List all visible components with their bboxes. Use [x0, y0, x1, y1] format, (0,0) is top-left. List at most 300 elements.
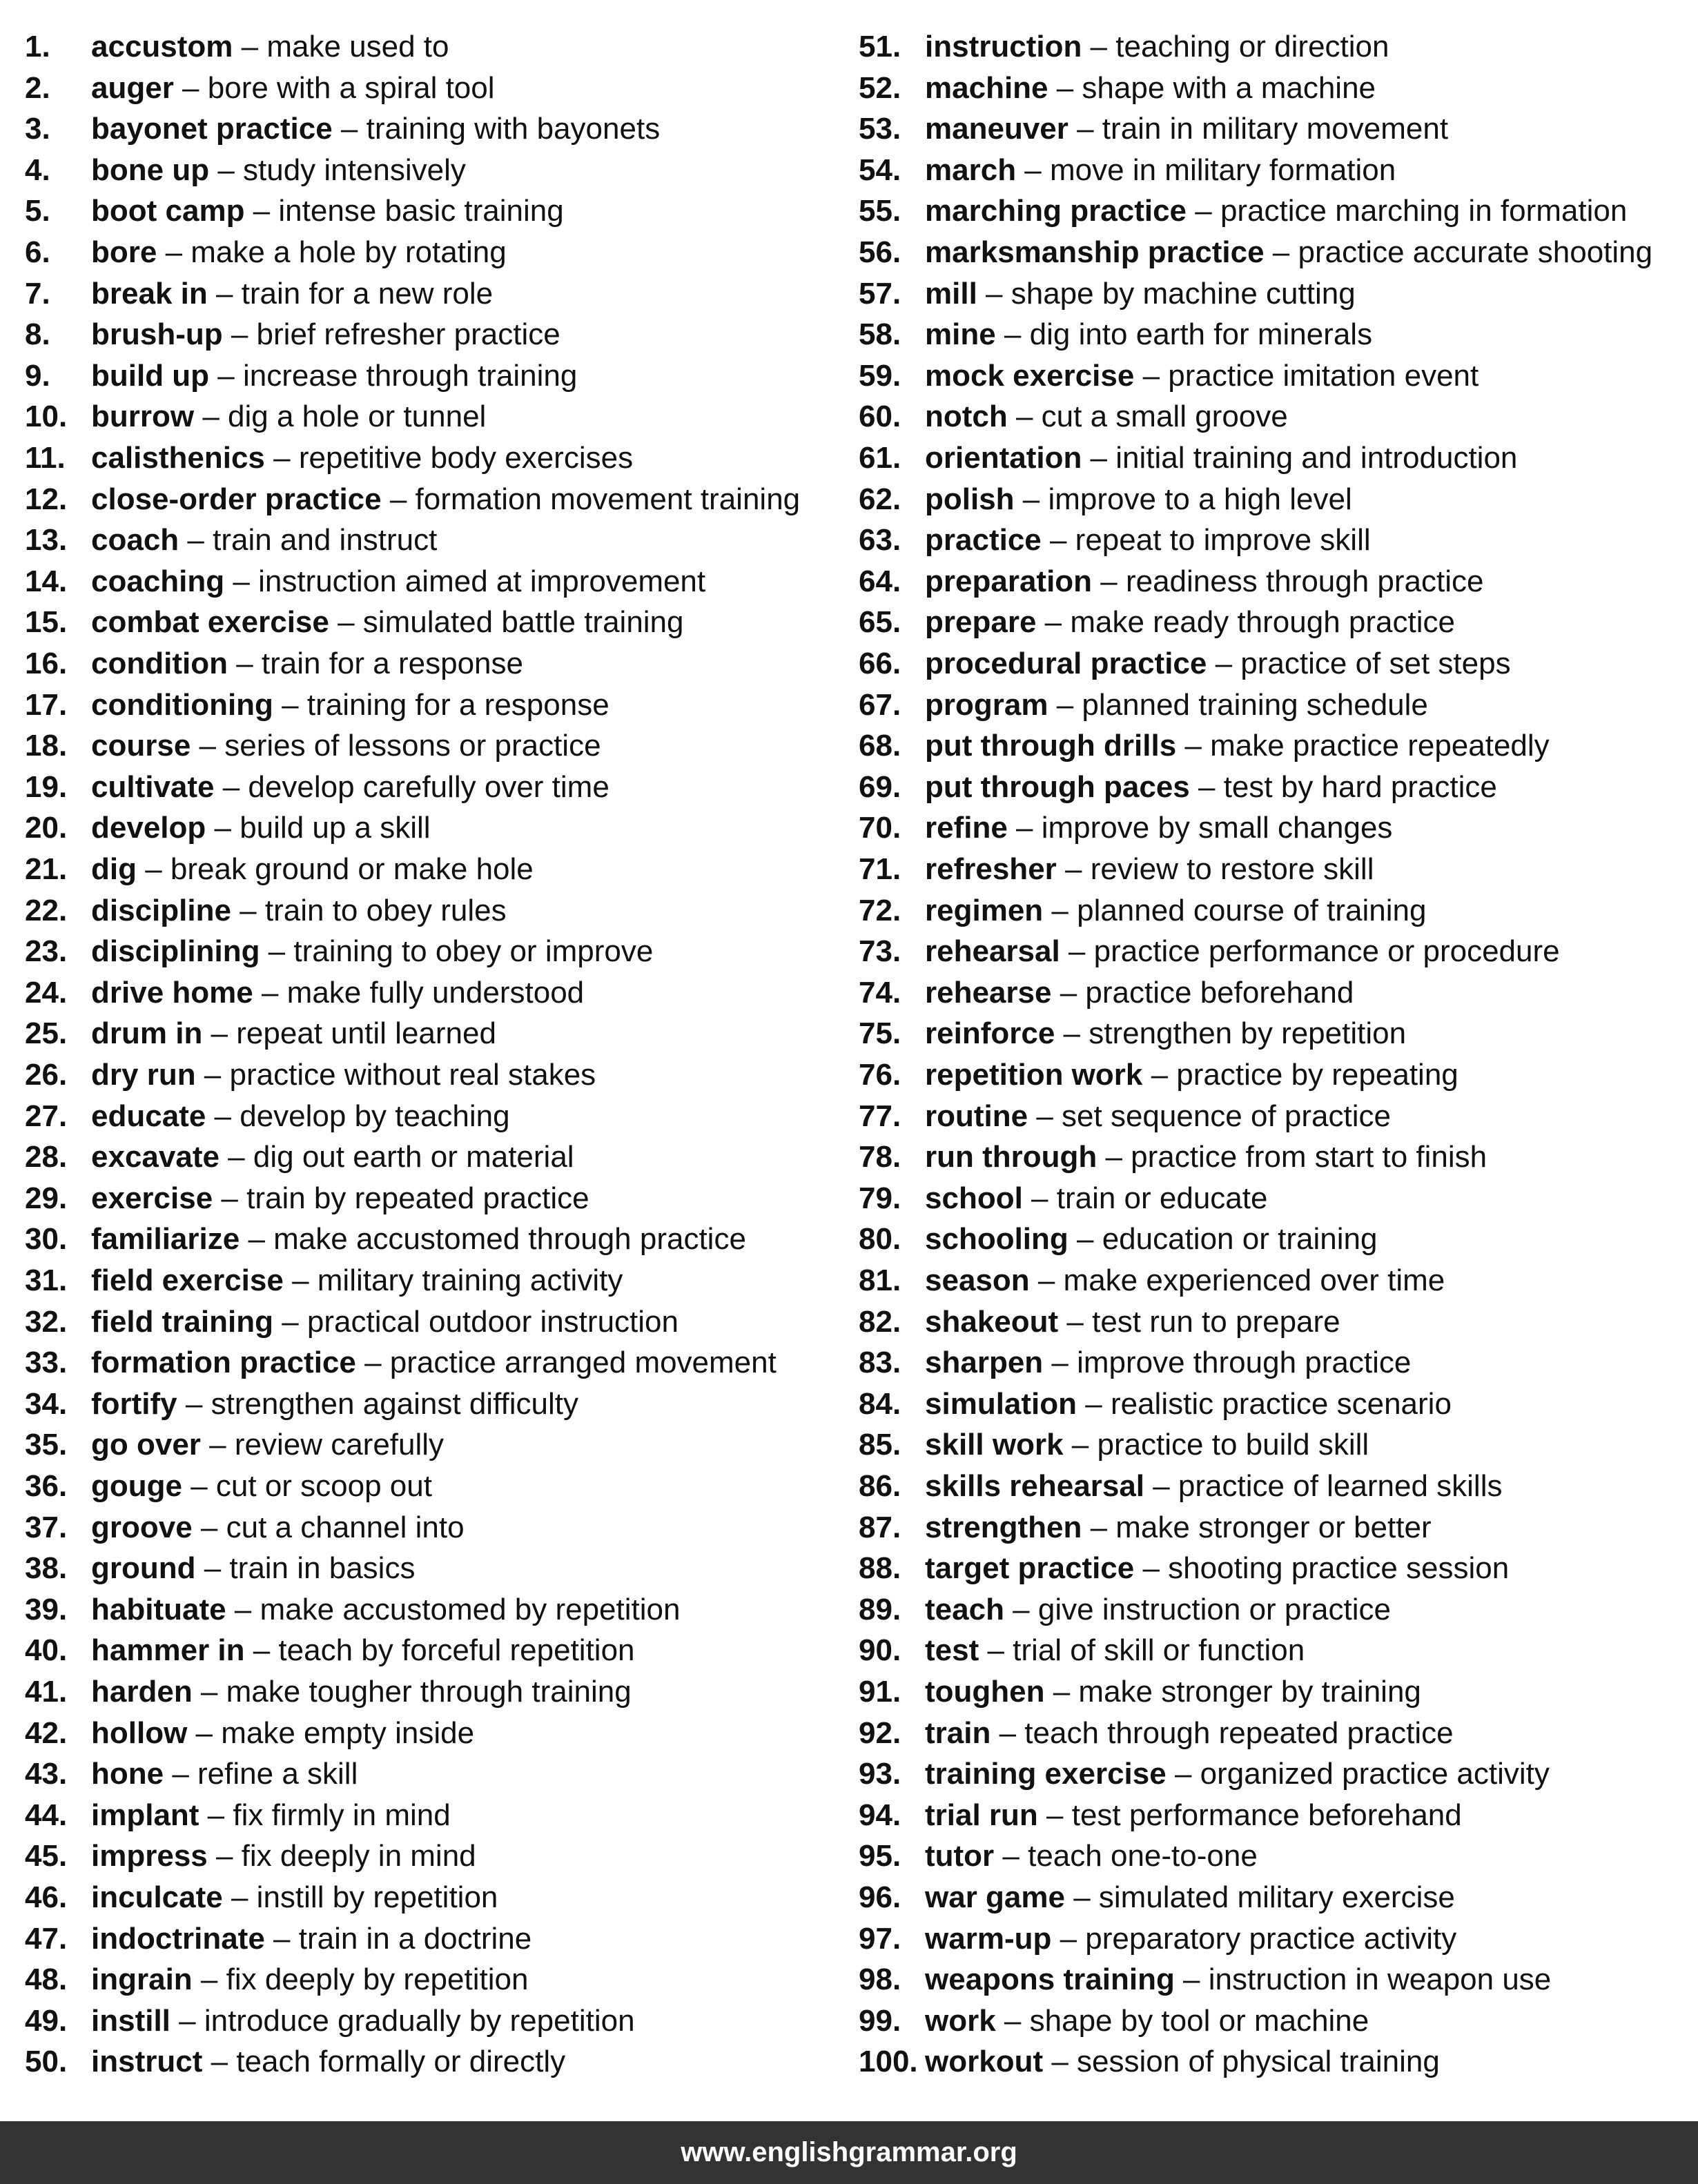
item-word: inculcate: [91, 1880, 223, 1914]
item-word: accustom: [91, 30, 233, 63]
list-item: [25, 26, 449, 68]
item-word: cultivate: [91, 769, 215, 804]
item-word: work: [925, 2003, 996, 2038]
item-definition: – train in military movement: [1068, 112, 1449, 146]
item-word: indoctrinate: [91, 1921, 265, 1956]
item-definition: – study intensively: [209, 153, 466, 187]
item-definition: – teach through repeated practice: [990, 1715, 1454, 1750]
item-number: 90.: [859, 1633, 901, 1668]
item-word: put through paces: [925, 769, 1190, 804]
item-number: 75.: [859, 1016, 901, 1051]
item-definition: – realistic practice scenario: [1077, 1386, 1452, 1421]
item-number: 80.: [859, 1222, 901, 1257]
item-word: hone: [91, 1757, 164, 1791]
item-word: exercise: [91, 1181, 213, 1215]
item-word: routine: [925, 1099, 1028, 1133]
item-definition: – practice of learned skills: [1144, 1469, 1503, 1503]
list-item: [859, 1301, 1340, 1343]
item-word: combat exercise: [91, 605, 329, 640]
item-definition: – set sequence of practice: [1028, 1099, 1391, 1133]
item-number: 74.: [859, 975, 901, 1010]
item-number: 88.: [859, 1551, 901, 1586]
item-word: refresher: [925, 852, 1057, 886]
item-word: preparation: [925, 564, 1093, 598]
item-definition: – practical outdoor instruction: [273, 1304, 679, 1339]
item-number: 38.: [25, 1551, 68, 1586]
item-definition: – practice to build skill: [1063, 1428, 1369, 1462]
item-number: 87.: [859, 1510, 901, 1544]
list-item: [25, 931, 653, 972]
item-definition: – simulated military exercise: [1064, 1880, 1455, 1914]
item-number: 43.: [25, 1757, 68, 1791]
list-item: [859, 479, 1352, 520]
item-definition: – strengthen against difficulty: [177, 1386, 578, 1421]
item-definition: – shape by tool or machine: [995, 2003, 1369, 2038]
item-definition: – teach one-to-one: [994, 1839, 1258, 1873]
item-definition: – simulated battle training: [329, 605, 684, 640]
item-word: put through drills: [925, 729, 1177, 763]
item-number: 60.: [859, 400, 901, 434]
item-definition: – instruction aimed at improvement: [224, 564, 706, 598]
item-word: warm-up: [925, 1921, 1052, 1956]
item-number: 34.: [25, 1386, 68, 1421]
item-word: toughen: [925, 1675, 1045, 1709]
item-word: procedural practice: [925, 647, 1207, 680]
item-word: ingrain: [91, 1962, 193, 1997]
list-item: [25, 1753, 358, 1795]
item-definition: – make fully understood: [253, 975, 585, 1010]
item-word: hollow: [91, 1715, 188, 1750]
list-item: [859, 725, 1550, 767]
list-item: [25, 1260, 623, 1301]
item-definition: – strengthen by repetition: [1055, 1016, 1407, 1051]
list-item: [859, 1918, 1456, 1960]
item-number: 57.: [859, 276, 901, 311]
item-word: trial run: [925, 1798, 1038, 1832]
list-item: [859, 520, 1371, 561]
item-number: 83.: [859, 1346, 901, 1380]
item-word: rehearsal: [925, 934, 1060, 969]
item-number: 9.: [25, 358, 50, 393]
item-definition: – formation movement training: [381, 482, 801, 516]
list-item: [859, 807, 1392, 849]
list-item: [25, 1096, 510, 1137]
item-definition: – practice arranged movement: [355, 1346, 777, 1380]
list-item: [859, 1054, 1458, 1096]
item-number: 17.: [25, 687, 68, 722]
item-word: hammer in: [91, 1633, 245, 1668]
item-definition: – train for a response: [227, 647, 523, 680]
list-item: [25, 1836, 476, 1877]
item-number: 70.: [859, 811, 901, 845]
item-definition: – training for a response: [273, 687, 609, 722]
item-number: 44.: [25, 1798, 68, 1832]
item-number: 81.: [859, 1263, 901, 1297]
item-word: machine: [925, 70, 1048, 105]
list-item: [859, 890, 1426, 932]
item-number: 26.: [25, 1058, 68, 1092]
item-number: 65.: [859, 605, 901, 640]
list-item: [859, 108, 1448, 150]
list-item: [859, 1219, 1377, 1260]
item-number: 86.: [859, 1469, 901, 1503]
item-number: 25.: [25, 1016, 68, 1051]
item-definition: – repeat to improve skill: [1041, 523, 1371, 558]
item-word: marksmanship practice: [925, 235, 1265, 269]
item-definition: – intense basic training: [244, 194, 564, 228]
item-number: 68.: [859, 729, 901, 763]
item-definition: – test by hard practice: [1189, 769, 1497, 804]
item-number: 47.: [25, 1921, 68, 1956]
footer-url[interactable]: www.englishgrammar.org: [681, 2137, 1017, 2167]
item-number: 41.: [25, 1675, 68, 1709]
item-definition: – cut a small groove: [1007, 400, 1288, 434]
item-number: 32.: [25, 1304, 68, 1339]
item-number: 2.: [25, 70, 50, 105]
item-number: 18.: [25, 729, 68, 763]
item-word: marching practice: [925, 194, 1187, 228]
list-item: [859, 1342, 1411, 1384]
list-item: [25, 314, 560, 355]
list-item: [859, 1096, 1391, 1137]
item-number: 66.: [859, 647, 901, 680]
item-definition: – make used to: [233, 30, 449, 63]
item-definition: – repetitive body exercises: [264, 441, 634, 475]
item-definition: – readiness through practice: [1092, 564, 1484, 598]
item-number: 71.: [859, 852, 901, 886]
item-number: 35.: [25, 1428, 68, 1462]
item-number: 42.: [25, 1715, 68, 1750]
item-word: field training: [91, 1304, 273, 1339]
list-item: [859, 1507, 1432, 1548]
item-definition: – make stronger or better: [1082, 1510, 1432, 1544]
list-item: [25, 150, 466, 191]
list-item: [859, 849, 1374, 890]
item-word: fortify: [91, 1386, 177, 1421]
item-word: bayonet practice: [91, 112, 333, 146]
item-word: break in: [91, 276, 208, 311]
item-definition: – dig a hole or tunnel: [194, 400, 487, 434]
item-word: tutor: [925, 1839, 995, 1873]
item-word: repetition work: [925, 1058, 1143, 1092]
item-number: 91.: [859, 1675, 901, 1709]
item-word: mine: [925, 317, 996, 352]
item-definition: – make experienced over time: [1029, 1263, 1445, 1297]
list-item: [25, 355, 577, 397]
item-number: 72.: [859, 893, 901, 927]
list-item: [25, 479, 800, 520]
item-number: 48.: [25, 1962, 68, 1997]
item-number: 33.: [25, 1346, 68, 1380]
list-item: [25, 685, 609, 726]
item-definition: – shooting practice session: [1134, 1551, 1510, 1586]
item-definition: – review carefully: [200, 1428, 445, 1462]
item-definition: – practice by repeating: [1142, 1058, 1458, 1092]
list-item: [25, 1013, 496, 1054]
list-item: [859, 1013, 1406, 1054]
item-definition: – fix firmly in mind: [199, 1798, 451, 1832]
item-word: gouge: [91, 1469, 182, 1503]
item-word: burrow: [91, 400, 195, 434]
item-word: coaching: [91, 564, 225, 598]
item-number: 58.: [859, 317, 901, 352]
item-definition: – practice of set steps: [1207, 647, 1511, 680]
item-number: 59.: [859, 358, 901, 393]
item-word: regimen: [925, 893, 1044, 927]
item-word: season: [925, 1263, 1030, 1297]
item-definition: – develop carefully over time: [214, 769, 609, 804]
item-definition: – instruction in weapon use: [1174, 1962, 1552, 1997]
item-word: refine: [925, 811, 1008, 845]
item-number: 37.: [25, 1510, 68, 1544]
item-number: 82.: [859, 1304, 901, 1339]
item-word: training exercise: [925, 1757, 1167, 1791]
item-definition: – practice beforehand: [1051, 975, 1354, 1010]
item-word: excavate: [91, 1140, 219, 1174]
list-item: [25, 1671, 632, 1713]
item-number: 6.: [25, 235, 50, 269]
item-word: workout: [925, 2045, 1044, 2079]
item-word: conditioning: [91, 687, 273, 722]
list-item: [25, 807, 431, 849]
item-number: 64.: [859, 564, 901, 598]
item-definition: – make tougher through training: [192, 1675, 632, 1709]
item-word: bore: [91, 235, 157, 269]
item-word: skill work: [925, 1428, 1064, 1462]
list-item: [25, 2041, 565, 2083]
item-word: teach: [925, 1592, 1004, 1626]
item-word: dig: [91, 852, 137, 886]
list-item: [25, 725, 601, 767]
item-number: 15.: [25, 605, 68, 640]
item-number: 39.: [25, 1592, 68, 1626]
item-number: 84.: [859, 1386, 901, 1421]
item-number: 69.: [859, 769, 901, 804]
item-definition: – make empty inside: [187, 1715, 475, 1750]
list-item: [25, 1589, 680, 1631]
item-definition: – improve through practice: [1043, 1346, 1412, 1380]
item-definition: – train and instruct: [179, 523, 438, 558]
item-number: 50.: [25, 2045, 68, 2079]
item-number: 85.: [859, 1428, 901, 1462]
item-definition: – train or educate: [1022, 1181, 1268, 1215]
item-number: 3.: [25, 112, 50, 146]
list-item: [859, 273, 1356, 315]
item-word: practice: [925, 523, 1042, 558]
item-definition: – cut a channel into: [192, 1510, 465, 1544]
item-number: 67.: [859, 687, 901, 722]
item-number: 49.: [25, 2003, 68, 2038]
footer-bar: [0, 2121, 1698, 2184]
list-item: [25, 1384, 578, 1425]
item-number: 98.: [859, 1962, 901, 1997]
item-word: skills rehearsal: [925, 1469, 1145, 1503]
list-item: [859, 643, 1511, 685]
item-word: mill: [925, 276, 977, 311]
item-definition: – military training activity: [283, 1263, 623, 1297]
item-definition: – practice from start to finish: [1097, 1140, 1487, 1174]
list-item: [25, 1507, 465, 1548]
item-number: 76.: [859, 1058, 901, 1092]
item-word: course: [91, 729, 191, 763]
list-item: [859, 1836, 1258, 1877]
item-definition: – trial of skill or function: [979, 1633, 1305, 1668]
item-number: 19.: [25, 769, 68, 804]
list-item: [25, 68, 495, 109]
item-number: 27.: [25, 1099, 68, 1133]
item-word: ground: [91, 1551, 196, 1586]
item-definition: – build up a skill: [206, 811, 431, 845]
list-item: [25, 767, 609, 808]
item-definition: – brief refresher practice: [222, 317, 560, 352]
list-item: [859, 561, 1484, 602]
item-number: 22.: [25, 893, 68, 927]
item-word: disciplining: [91, 934, 260, 969]
item-word: drum in: [91, 1016, 203, 1051]
item-definition: – preparatory practice activity: [1051, 1921, 1457, 1956]
item-number: 73.: [859, 934, 901, 969]
item-word: coach: [91, 523, 179, 558]
item-word: program: [925, 687, 1048, 722]
item-definition: – session of physical training: [1043, 2045, 1440, 2079]
item-number: 56.: [859, 235, 901, 269]
item-definition: – practice performance or procedure: [1060, 934, 1560, 969]
item-word: train: [925, 1715, 991, 1750]
item-number: 55.: [859, 194, 901, 228]
list-item: [859, 1424, 1369, 1466]
list-item: [859, 1178, 1267, 1219]
list-item: [25, 1301, 679, 1343]
item-definition: – organized practice activity: [1166, 1757, 1550, 1791]
item-word: orientation: [925, 441, 1082, 475]
item-word: notch: [925, 400, 1008, 434]
item-word: familiarize: [91, 1222, 240, 1257]
item-number: 51.: [859, 30, 901, 63]
item-number: 62.: [859, 482, 901, 516]
item-definition: – refine a skill: [164, 1757, 358, 1791]
item-definition: – instill by repetition: [222, 1880, 498, 1914]
item-word: schooling: [925, 1222, 1068, 1257]
item-word: condition: [91, 647, 228, 680]
item-definition: – fix deeply by repetition: [192, 1962, 529, 1997]
item-word: develop: [91, 811, 206, 845]
list-item: [859, 1137, 1487, 1178]
item-definition: – planned course of training: [1043, 893, 1427, 927]
item-word: harden: [91, 1675, 193, 1709]
list-item: [25, 1054, 596, 1096]
item-definition: – make practice repeatedly: [1176, 729, 1550, 763]
item-word: groove: [91, 1510, 193, 1544]
item-definition: – make accustomed through practice: [240, 1222, 746, 1257]
list-item: [25, 520, 437, 561]
list-item: [859, 1630, 1305, 1671]
list-item: [859, 1713, 1454, 1754]
item-word: discipline: [91, 893, 231, 927]
list-item: [859, 1671, 1421, 1713]
list-item: [859, 1795, 1462, 1836]
item-word: educate: [91, 1099, 206, 1133]
item-number: 94.: [859, 1798, 901, 1832]
item-definition: – train to obey rules: [231, 893, 507, 927]
item-definition: – break ground or make hole: [136, 852, 534, 886]
list-item: [859, 685, 1428, 726]
item-number: 12.: [25, 482, 68, 516]
item-number: 92.: [859, 1715, 901, 1750]
item-number: 79.: [859, 1181, 901, 1215]
item-number: 11.: [25, 441, 66, 475]
item-number: 5.: [25, 194, 50, 228]
list-item: [859, 26, 1389, 68]
item-definition: – fix deeply in mind: [207, 1839, 476, 1873]
item-number: 40.: [25, 1633, 68, 1668]
item-word: polish: [925, 482, 1015, 516]
list-item: [25, 396, 486, 437]
item-number: 96.: [859, 1880, 901, 1914]
item-number: 28.: [25, 1140, 68, 1174]
item-definition: – make accustomed by repetition: [226, 1592, 681, 1626]
item-definition: – make stronger by training: [1044, 1675, 1421, 1709]
list-item: [859, 931, 1560, 972]
item-definition: – introduce gradually by repetition: [170, 2003, 635, 2038]
list-item: [25, 1795, 451, 1836]
list-item: [25, 849, 534, 890]
item-word: instruction: [925, 30, 1082, 63]
item-word: field exercise: [91, 1263, 284, 1297]
item-number: 95.: [859, 1839, 901, 1873]
item-definition: – shape with a machine: [1048, 70, 1376, 105]
item-word: weapons training: [925, 1962, 1175, 1997]
item-definition: – dig into earth for minerals: [995, 317, 1373, 352]
item-definition: – give instruction or practice: [1004, 1592, 1391, 1626]
item-definition: – bore with a spiral tool: [173, 70, 495, 105]
list-item: [859, 1260, 1445, 1301]
item-number: 10.: [25, 400, 68, 434]
item-definition: – initial training and introduction: [1082, 441, 1518, 475]
item-definition: – training with bayonets: [332, 112, 661, 146]
list-item: [859, 972, 1354, 1014]
list-item: [859, 1466, 1502, 1507]
list-item: [859, 355, 1479, 397]
item-number: 54.: [859, 153, 901, 187]
list-item: [25, 1424, 444, 1466]
list-item: [25, 602, 684, 643]
list-item: [25, 1137, 574, 1178]
item-definition: – test performance beforehand: [1037, 1798, 1462, 1832]
item-number: 29.: [25, 1181, 68, 1215]
item-number: 45.: [25, 1839, 68, 1873]
list-item: [25, 1342, 777, 1384]
item-number: 36.: [25, 1469, 68, 1503]
list-item: [25, 273, 493, 315]
list-item: [859, 437, 1517, 479]
item-number: 63.: [859, 523, 901, 558]
list-item: [25, 1178, 589, 1219]
item-word: maneuver: [925, 112, 1068, 146]
item-number: 77.: [859, 1099, 901, 1133]
item-word: build up: [91, 358, 210, 393]
item-definition: – practice imitation event: [1134, 358, 1479, 393]
list-item: [859, 767, 1497, 808]
list-item: [859, 396, 1288, 437]
item-word: shakeout: [925, 1304, 1059, 1339]
item-number: 78.: [859, 1140, 901, 1174]
item-number: 61.: [859, 441, 901, 475]
list-item: [25, 1959, 528, 2000]
item-number: 31.: [25, 1263, 68, 1297]
list-item: [859, 150, 1396, 191]
list-item: [859, 1959, 1551, 2000]
list-item: [859, 1753, 1550, 1795]
